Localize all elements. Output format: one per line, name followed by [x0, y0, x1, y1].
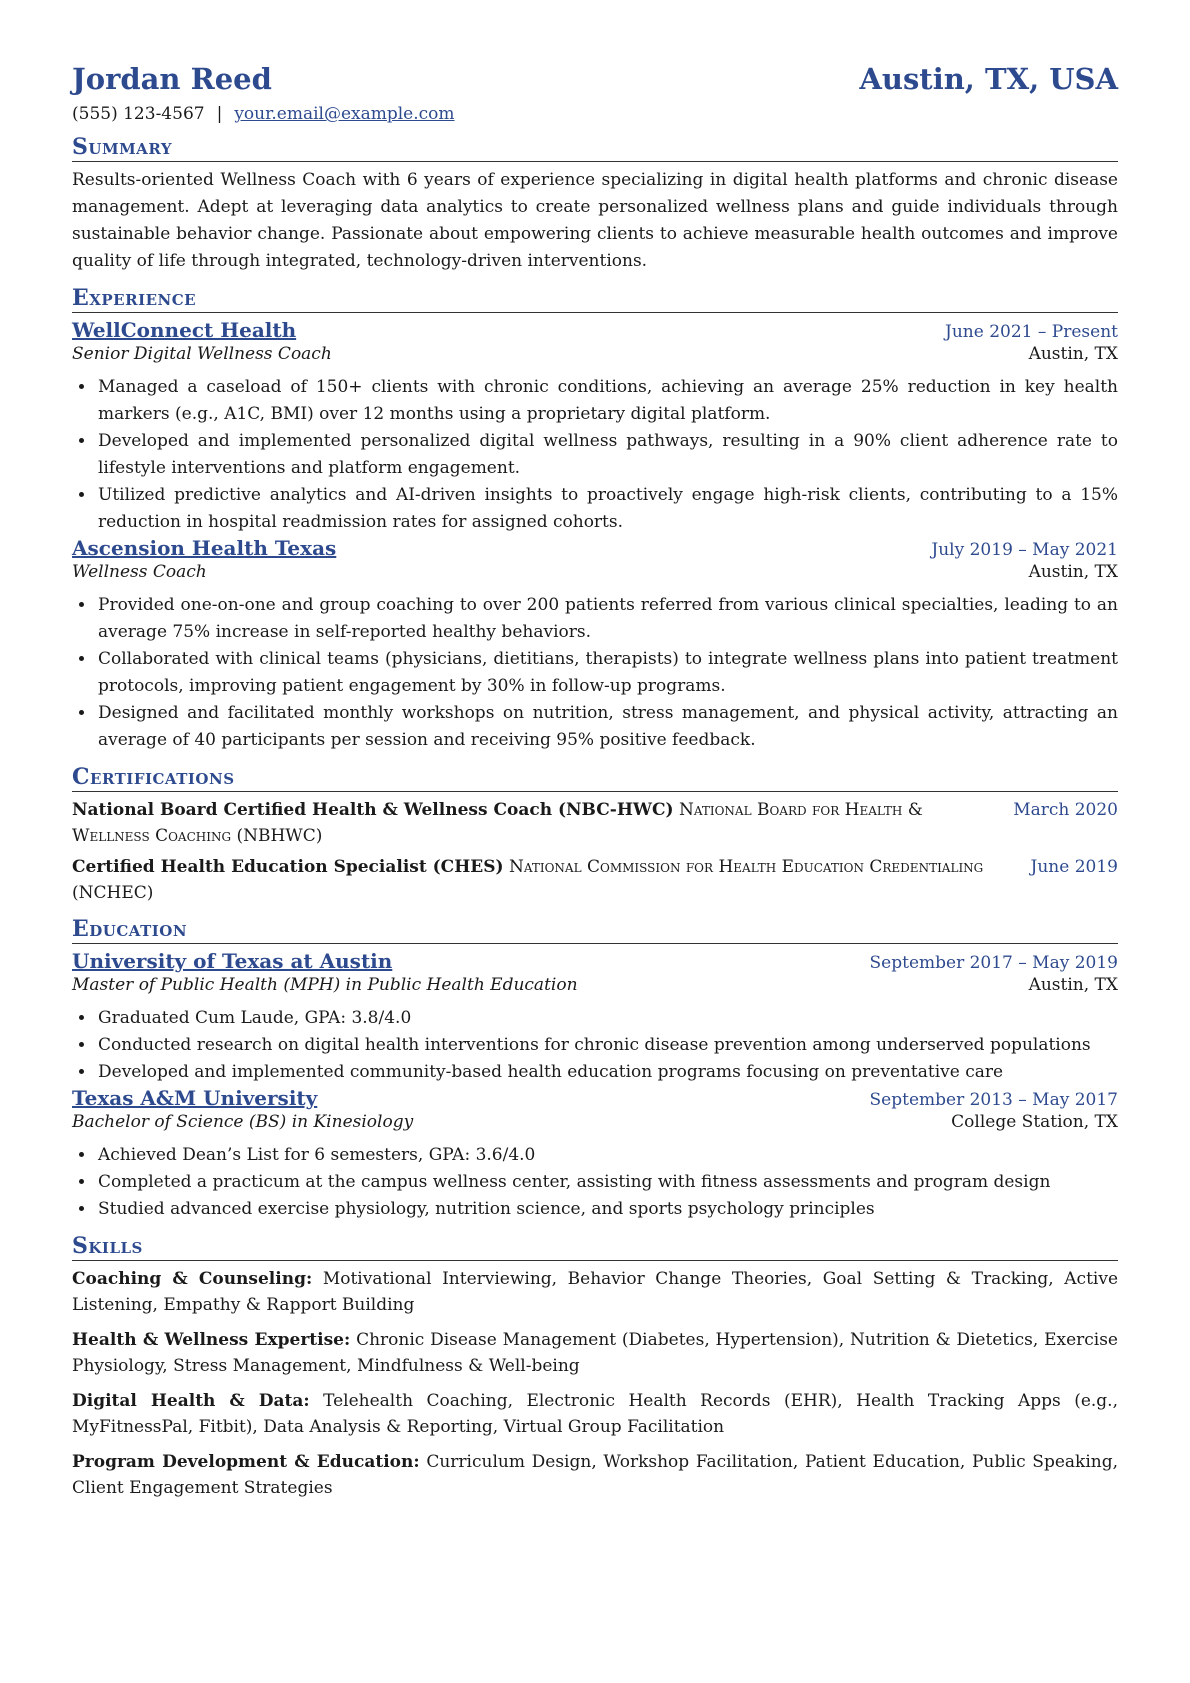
study-dates: September 2013 – May 2017	[869, 1090, 1118, 1110]
highlight-item: • Achieved Dean’s List for 6 semesters, GPA: 3.6/4.0	[96, 1142, 1118, 1169]
skill-list: Chronic Disease Management (Diabetes, Hypertension), Nutrition & Dietetics, Exercise Physiology, Stress Management, Mindfulness & Well-being	[72, 1330, 1118, 1376]
resume-header	[72, 62, 1118, 96]
skill-list: Curriculum Design, Workshop Facilitation, Patient Education, Public Speaking, Client Engagement Strategies	[72, 1452, 1119, 1498]
highlight-item: • Conducted research on digital health interventions for chronic disease prevention among underserved populations	[96, 1032, 1118, 1059]
certification-name: Certified Health Education Specialist (CHES)	[72, 857, 504, 877]
certification-issuer: National Board for Health & Wellness Coaching (NBHWC)	[72, 800, 923, 846]
achievement-item: • Developed and implemented personalized digital wellness pathways, resulting in a 90% client adherence rate to lifestyle interventions and platform engagement.	[96, 428, 1118, 482]
employment-dates: June 2021 – Present	[945, 322, 1118, 342]
skill-category: Digital Health & Data:	[72, 1391, 310, 1411]
skill-category: Coaching & Counseling:	[72, 1269, 313, 1289]
skill-group	[72, 1327, 1118, 1379]
certification-issuer: National Commission for Health Education Credentialing (NCHEC)	[72, 857, 984, 903]
achievement-item: • Utilized predictive analytics and AI-driven insights to proactively engage high-risk clients, contributing to a 15% reduction in hospital readmission rates for assigned cohorts.	[96, 482, 1118, 536]
experience-entry	[72, 536, 1118, 754]
experience-entry	[72, 318, 1118, 536]
skill-category: Health & Wellness Expertise:	[72, 1330, 351, 1350]
highlight-item: • Studied advanced exercise physiology, nutrition science, and sports psychology principles	[96, 1196, 1118, 1223]
achievement-list	[72, 374, 1118, 536]
skill-list: Telehealth Coaching, Electronic Health Records (EHR), Health Tracking Apps (e.g., MyFitnessPal, Fitbit), Data Analysis & Reporting, Virtual Group Facilitation	[72, 1391, 1118, 1437]
achievement-item: • Provided one-on-one and group coaching to over 200 patients referred from various clinical specialties, leading to an average 75% increase in self-reported healthy behaviors.	[96, 592, 1118, 646]
skill-group	[72, 1449, 1118, 1501]
achievement-item: • Designed and facilitated monthly workshops on nutrition, stress management, and physical activity, attracting an average of 40 participants per session and receiving 95% positive feedback.	[96, 700, 1118, 754]
candidate-name: Jordan Reed	[72, 62, 272, 96]
email-link[interactable]: your.email@example.com	[234, 104, 455, 124]
school-location: Austin, TX	[1028, 975, 1118, 995]
certification-item	[72, 854, 1118, 906]
contact-separator: |	[216, 104, 223, 124]
education-entry	[72, 949, 1118, 1086]
skill-category: Program Development & Education:	[72, 1452, 420, 1472]
education-highlights	[72, 1142, 1118, 1223]
skill-group	[72, 1266, 1118, 1318]
job-title: Wellness Coach	[72, 562, 207, 582]
employment-dates: July 2019 – May 2021	[931, 540, 1118, 560]
school-location: College Station, TX	[951, 1112, 1118, 1132]
summary-text: Results-oriented Wellness Coach with 6 years of experience specializing in digital health platforms and chronic disease management. Adept at leveraging data analytics to create personalized wellness plans and guide individuals through sustainable behavior change. Passionate about empowering clients to achieve measurable health outcomes and improve quality of life through integrated, technology-driven interventions.	[72, 170, 1118, 271]
employer-link[interactable]: Ascension Health Texas	[72, 536, 337, 560]
highlight-item: • Developed and implemented community-based health education programs focusing on preventative care	[96, 1059, 1118, 1086]
achievement-list	[72, 592, 1118, 754]
summary-heading: Summary	[72, 134, 1118, 162]
job-location: Austin, TX	[1028, 562, 1118, 582]
contact-line	[72, 104, 1118, 124]
experience-heading: Experience	[72, 285, 1118, 313]
certification-date: March 2020	[1013, 800, 1118, 820]
study-dates: September 2017 – May 2019	[869, 953, 1118, 973]
phone-number: (555) 123-4567	[72, 104, 205, 124]
certifications-heading: Certifications	[72, 764, 1118, 792]
employer-link[interactable]: WellConnect Health	[72, 318, 297, 342]
certification-item	[72, 797, 1118, 849]
certification-date: June 2019	[1030, 857, 1118, 877]
education-heading: Education	[72, 916, 1118, 944]
job-location: Austin, TX	[1028, 344, 1118, 364]
school-link[interactable]: University of Texas at Austin	[72, 949, 393, 973]
education-entry	[72, 1086, 1118, 1223]
education-highlights	[72, 1005, 1118, 1086]
job-title: Senior Digital Wellness Coach	[72, 344, 332, 364]
degree-title: Bachelor of Science (BS) in Kinesiology	[72, 1112, 414, 1132]
degree-title: Master of Public Health (MPH) in Public Health Education	[72, 975, 578, 995]
skills-heading: Skills	[72, 1233, 1118, 1261]
highlight-item: • Graduated Cum Laude, GPA: 3.8/4.0	[96, 1005, 1118, 1032]
achievement-item: • Managed a caseload of 150+ clients with chronic conditions, achieving an average 25% reduction in key health markers (e.g., A1C, BMI) over 12 months using a proprietary digital platform.	[96, 374, 1118, 428]
candidate-location: Austin, TX, USA	[859, 62, 1118, 96]
skill-list: Motivational Interviewing, Behavior Change Theories, Goal Setting & Tracking, Active Listening, Empathy & Rapport Building	[72, 1269, 1119, 1315]
school-link[interactable]: Texas A&M University	[72, 1086, 318, 1110]
skill-group	[72, 1388, 1118, 1440]
highlight-item: • Completed a practicum at the campus wellness center, assisting with fitness assessments and program design	[96, 1169, 1118, 1196]
achievement-item: • Collaborated with clinical teams (physicians, dietitians, therapists) to integrate wellness plans into patient treatment protocols, improving patient engagement by 30% in follow-up programs.	[96, 646, 1118, 700]
certification-name: National Board Certified Health & Wellness Coach (NBC-HWC)	[72, 800, 674, 820]
